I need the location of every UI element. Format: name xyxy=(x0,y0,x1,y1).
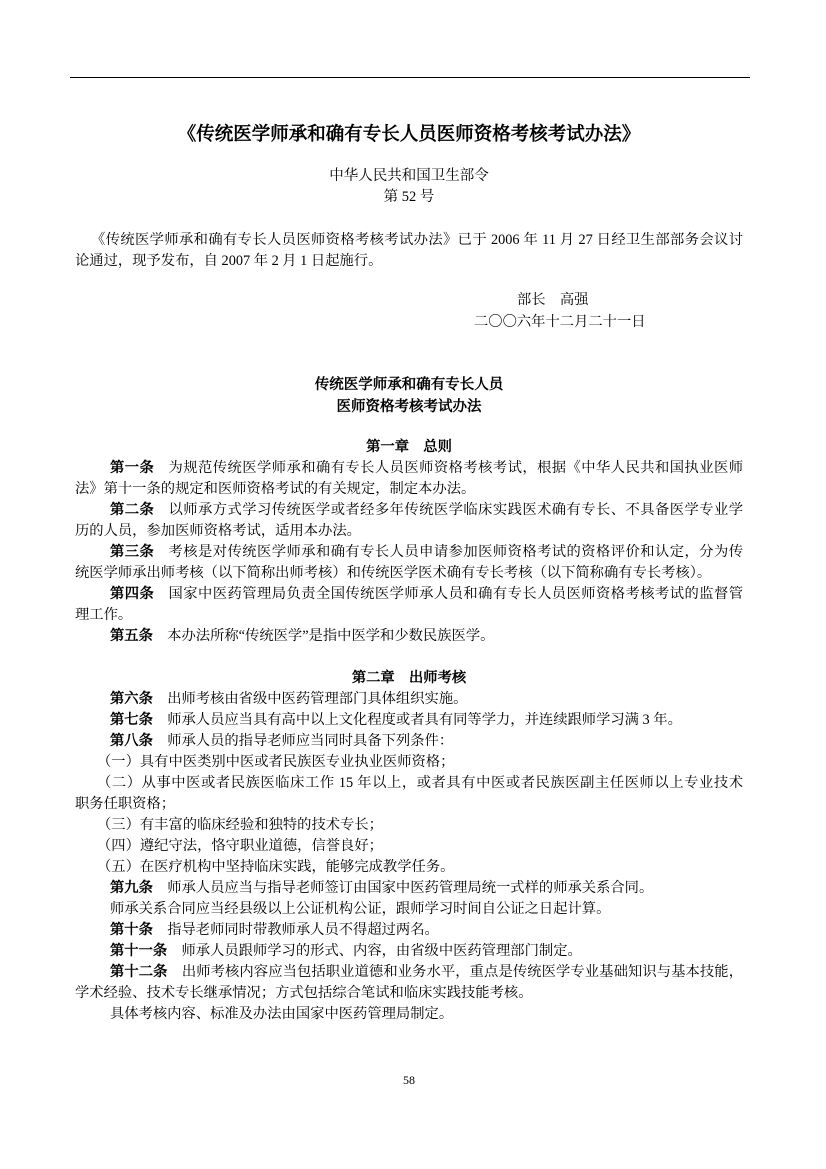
subtitle-line: 医师资格考核考试办法 xyxy=(336,399,482,415)
article-text: 国家中医药管理局负责全国传统医学师承人员和确有专长人员医师资格考核考试的监督管 xyxy=(168,586,744,602)
article-label: 第五条 xyxy=(110,628,153,644)
article-2 xyxy=(75,500,743,542)
condition-item-4 xyxy=(75,836,743,857)
condition-line: 职务任职资格； xyxy=(75,796,176,812)
page-number: 58 xyxy=(403,1073,415,1087)
article-label: 第九条 xyxy=(110,880,153,896)
article-text: 指导老师同时带教师承人员不得超过两名。 xyxy=(167,922,439,938)
article-12-continuation xyxy=(75,1004,743,1025)
article-9-continuation xyxy=(75,899,743,920)
signature-date: 二〇〇六年十二月二十一日 xyxy=(474,314,646,330)
article-text: 本办法所称“传统医学”是指中医学和少数民族医学。 xyxy=(167,628,495,644)
condition-item-2 xyxy=(75,773,743,815)
article-text: 出师考核内容应当包括职业道德和业务水平，重点是传统医学专业基础知识与基本技能， xyxy=(181,964,743,980)
decree-number: 第 52 号 xyxy=(383,189,435,205)
article-6 xyxy=(75,689,743,710)
article-line xyxy=(75,626,743,647)
condition-line: （五）在医疗机构中坚持临床实践，能够完成教学任务。 xyxy=(97,859,455,875)
document-title: 《传统医学师承和确有专长人员医师资格考核考试办法》 xyxy=(177,125,641,145)
article-text: 师承人员应当与指导老师签订由国家中医药管理局统一式样的师承关系合同。 xyxy=(167,880,654,896)
chapter-heading: 第一章 总则 xyxy=(366,439,452,455)
article-label: 第八条 xyxy=(110,733,153,749)
decree-block xyxy=(75,166,743,208)
article-4 xyxy=(75,584,743,626)
article-label: 第十一条 xyxy=(110,943,168,959)
article-line xyxy=(75,920,743,941)
regulation-body xyxy=(75,437,743,1025)
decree-issuer: 中华人民共和国卫生部令 xyxy=(329,168,489,184)
condition-item-5 xyxy=(75,857,743,878)
article-9 xyxy=(75,878,743,899)
article-text: 出师考核由省级中医药管理部门具体组织实施。 xyxy=(167,691,468,707)
article-line xyxy=(75,731,743,752)
article-text: 为规范传统医学师承和确有专长人员医师资格考核考试，根据《中华人民共和国执业医师 xyxy=(168,460,744,476)
article-line xyxy=(75,584,743,605)
article-11 xyxy=(75,941,743,962)
article-line xyxy=(75,542,743,563)
condition-line: （三）有丰富的临床经验和独特的技术专长； xyxy=(97,817,383,833)
condition-line: （四）遵纪守法，恪守职业道德，信誉良好； xyxy=(97,838,383,854)
condition-line: （二）从事中医或者民族医临床工作 15 年以上，或者具有中医或者民族医副主任医师以上专业技术 xyxy=(97,775,743,791)
article-text: 师承人员的指导老师应当同时具备下列条件： xyxy=(167,733,454,749)
article-line: 法》第十一条的规定和医师资格考试的有关规定，制定本办法。 xyxy=(75,481,476,497)
article-10 xyxy=(75,920,743,941)
article-label: 第十条 xyxy=(110,922,153,938)
article-8 xyxy=(75,731,743,752)
article-label: 第十二条 xyxy=(110,964,168,980)
article-text: 师承人员跟师学习的形式、内容，由省级中医药管理部门制定。 xyxy=(181,943,582,959)
article-label: 第三条 xyxy=(110,544,155,560)
article-label: 第四条 xyxy=(110,586,155,602)
article-5 xyxy=(75,626,743,647)
article-line: 统医学师承出师考核（以下简称出师考核）和传统医学医术确有专长考核（以下简称确有专长考核）。 xyxy=(75,565,712,581)
chapter-heading: 第二章 出师考核 xyxy=(351,670,467,686)
article-line: 理工作。 xyxy=(75,607,133,623)
condition-item-3 xyxy=(75,815,743,836)
article-line: 学术经验、技术专长继承情况；方式包括综合笔试和临床实践技能考核。 xyxy=(75,985,533,1001)
article-label: 第二条 xyxy=(110,502,155,518)
article-text: 师承人员应当具有高中以上文化程度或者具有同等学力，并连续跟师学习满 3 年。 xyxy=(167,712,682,728)
header-rule xyxy=(70,77,750,78)
regulation-subtitle xyxy=(75,374,743,418)
preamble-line: 论通过，现予发布，自 2007 年 2 月 1 日起施行。 xyxy=(75,253,383,269)
article-12 xyxy=(75,962,743,1004)
article-line xyxy=(75,962,743,983)
signer: 部长 高强 xyxy=(517,292,589,308)
article-label: 第一条 xyxy=(110,460,155,476)
article-label: 第七条 xyxy=(110,712,153,728)
article-line xyxy=(75,878,743,899)
article-text: 以师承方式学习传统医学或者经多年传统医学临床实践医术确有专长、不具备医学专业学 xyxy=(168,502,744,518)
article-7 xyxy=(75,710,743,731)
article-line xyxy=(75,689,743,710)
article-line: 师承关系合同应当经县级以上公证机构公证，跟师学习时间自公证之日起计算。 xyxy=(110,901,611,917)
condition-line: （一）具有中医类别中医或者民族医专业执业医师资格； xyxy=(97,754,455,770)
article-label: 第六条 xyxy=(110,691,153,707)
preamble-line: 《传统医学师承和确有专长人员医师资格考核考试办法》已于 2006 年 11 月 27 日经卫生部部务会议讨 xyxy=(91,232,743,248)
preamble xyxy=(75,230,743,272)
article-3 xyxy=(75,542,743,584)
article-line: 具体考核内容、标准及办法由国家中医药管理局制定。 xyxy=(110,1006,454,1022)
article-line xyxy=(75,500,743,521)
article-line xyxy=(75,458,743,479)
article-text: 考核是对传统医学师承和确有专长人员申请参加医师资格考试的资格评价和认定，分为传 xyxy=(168,544,744,560)
article-line xyxy=(75,710,743,731)
condition-item-1 xyxy=(75,752,743,773)
article-1 xyxy=(75,458,743,500)
subtitle-line: 传统医学师承和确有专长人员 xyxy=(314,377,504,393)
article-line: 历的人员，参加医师资格考试，适用本办法。 xyxy=(75,523,361,539)
article-line xyxy=(75,941,743,962)
